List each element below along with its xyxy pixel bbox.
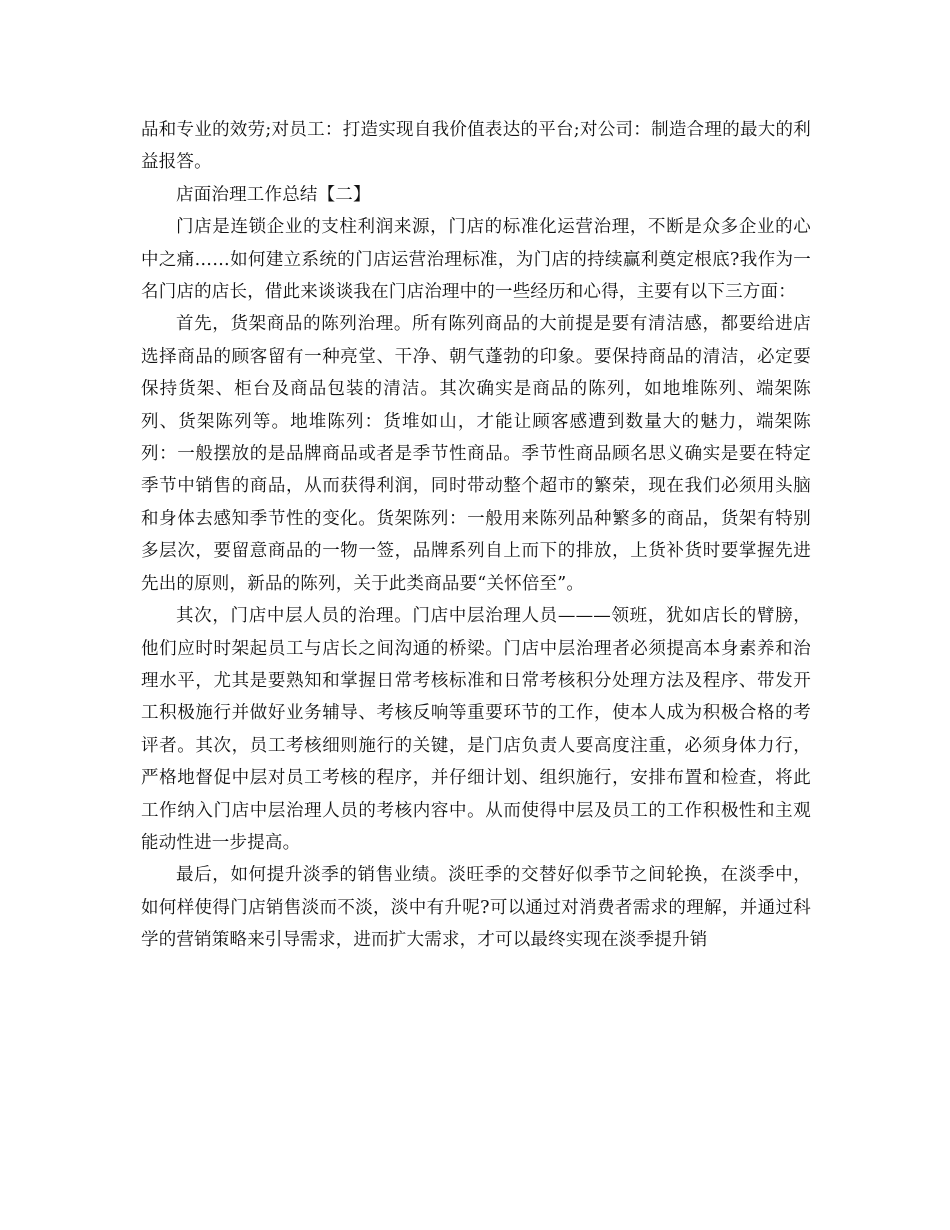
document-body [141,114,811,957]
paragraph-shelf-display: 首先，货架商品的陈列治理。所有陈列商品的大前提是要有清洁感，都要给进店选择商品的顾客留有一种亮堂、干净、朝气蓬勃的印象。要保持商品的清洁，必定要保持货架、柜台及商品包装的清洁。其次确实是商品的陈列，如地堆陈列、端架陈列、货架陈列等。地堆陈列：货堆如山，才能让顾客感遭到数量大的魅力，端架陈列：一般摆放的是品牌商品或者是季节性商品。季节性商品顾名思义确实是要在特定季节中销售的商品，从而获得利润，同时带动整个超市的繁荣，现在我们必须用头脑和身体去感知季节性的变化。货架陈列：一般用来陈列品种繁多的商品，货架有特别多层次，要留意商品的一物一签，品牌系列自上而下的排放，上货补货时要掌握先进先出的原则，新品的陈列，关于此类商品要“关怀倍至”。 [141,314,811,594]
paragraph-off-season-sales: 最后，如何提升淡季的销售业绩。淡旺季的交替好似季节之间轮换，在淡季中，如何样使得门店销售淡而不淡，淡中有升呢?可以通过对消费者需求的理解，并通过科学的营销策略来引导需求，进而扩大需求，才可以最终实现在淡季提升销 [141,865,811,951]
paragraph-middle-management: 其次，门店中层人员的治理。门店中层治理人员———领班，犹如店长的臂膀，他们应时时架起员工与店长之间沟通的桥梁。门店中层治理者必须提高本身素养和治理水平，尤其是要熟知和掌握日常考核标准和日常考核积分处理方法及程序、带发开工积极施行并做好业务辅导、考核反响等重要环节的工作，使本人成为积极合格的考评者。其次，员工考核细则施行的关键，是门店负责人要高度注重，必须身体力行，严格地督促中层对员工考核的程序，并仔细计划、组织施行，安排布置和检查，将此工作纳入门店中层治理人员的考核内容中。从而使得中层及员工的工作积极性和主观能动性进一步提高。 [141,606,811,853]
paragraph-continuation: 品和专业的效劳;对员工：打造实现自我价值表达的平台;对公司：制造合理的最大的利益报答。 [141,120,811,173]
section-heading: 店面治理工作总结【二】 [176,184,371,205]
paragraph-intro: 门店是连锁企业的支柱利润来源，门店的标准化运营治理，不断是众多企业的心中之痛……如何建立系统的门店运营治理标准，为门店的持续赢利奠定根底?我作为一名门店的店长，借此来谈谈我在门店治理中的一些经历和心得，主要有以下三方面： [141,217,811,303]
